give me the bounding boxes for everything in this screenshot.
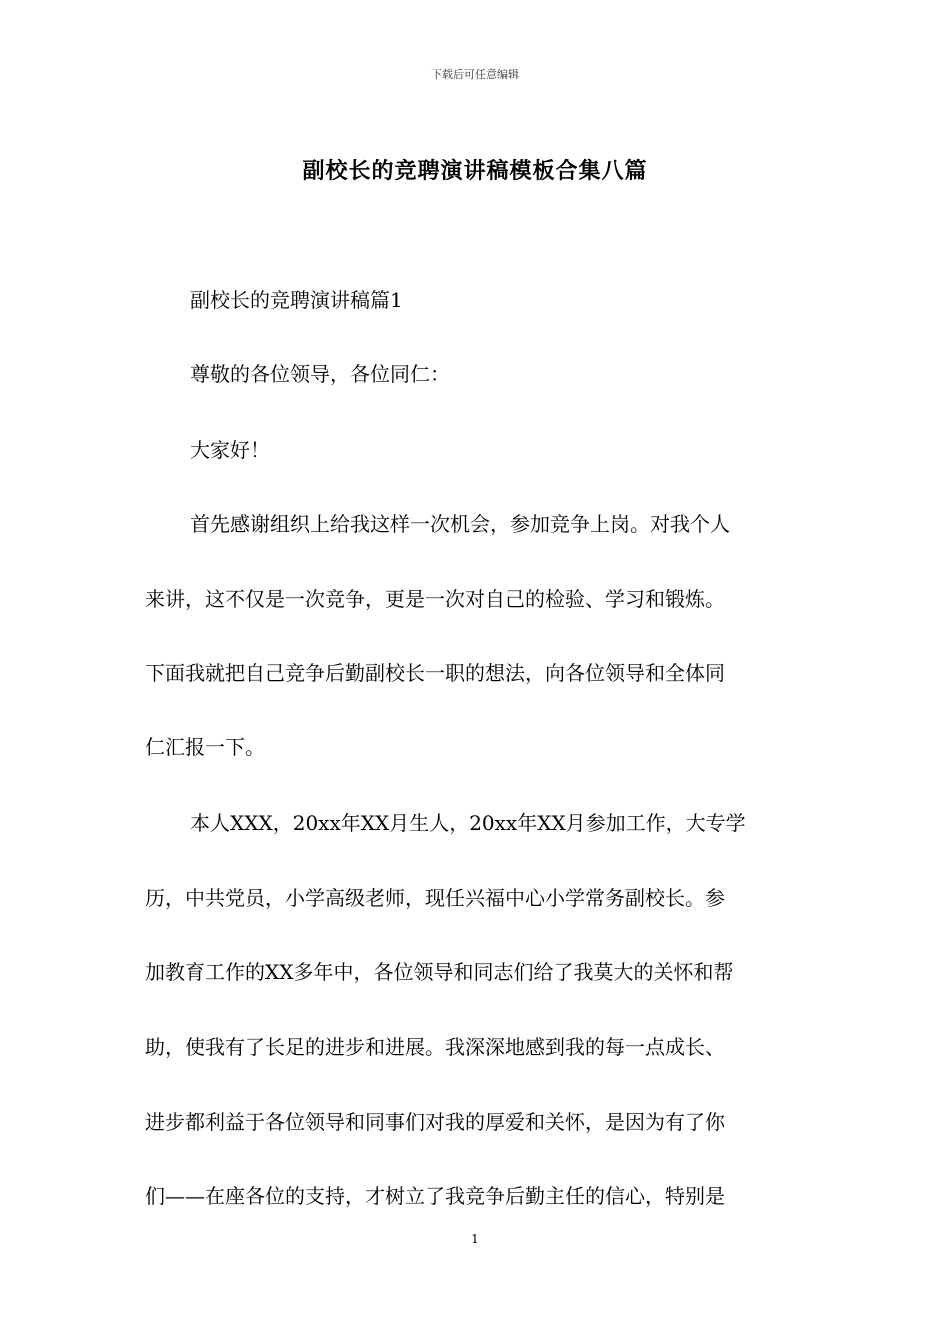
paragraph-line: 下面我就把自己竞争后勤副校长一职的想法，向各位领导和全体同 — [145, 661, 725, 685]
paragraph-line: 进步都利益于各位领导和同事们对我的厚爱和关怀，是因为有了你 — [145, 1110, 725, 1134]
header-note: 下载后可任意编辑 — [431, 68, 519, 81]
page-number: 1 — [471, 1232, 479, 1246]
paragraph-line: 首先感谢组织上给我这样一次机会，参加竞争上岗。对我个人 — [190, 512, 730, 536]
paragraph-line: 历，中共党员，小学高级老师，现任兴福中心小学常务副校长。参 — [145, 886, 725, 910]
paragraph-line: 来讲，这不仅是一次竞争，更是一次对自己的检验、学习和锻炼。 — [145, 587, 725, 611]
salutation: 尊敬的各位领导，各位同仁： — [190, 362, 450, 386]
section-heading: 副校长的竞聘演讲稿篇1 — [190, 288, 403, 312]
paragraph-line: 助，使我有了长足的进步和进展。我深深地感到我的每一点成长、 — [145, 1035, 725, 1059]
paragraph-line: 们——在座各位的支持，才树立了我竞争后勤主任的信心，特别是 — [145, 1184, 725, 1208]
paragraph-line: 仁汇报一下。 — [145, 735, 265, 759]
document-title: 副校长的竞聘演讲稿模板合集八篇 — [302, 158, 648, 184]
paragraph-line: 加教育工作的XX多年中，各位领导和同志们给了我莫大的关怀和帮 — [145, 960, 734, 984]
greeting: 大家好！ — [190, 438, 270, 462]
paragraph-line: 本人XXX，20xx年XX月生人，20xx年XX月参加工作，大专学 — [190, 811, 746, 835]
